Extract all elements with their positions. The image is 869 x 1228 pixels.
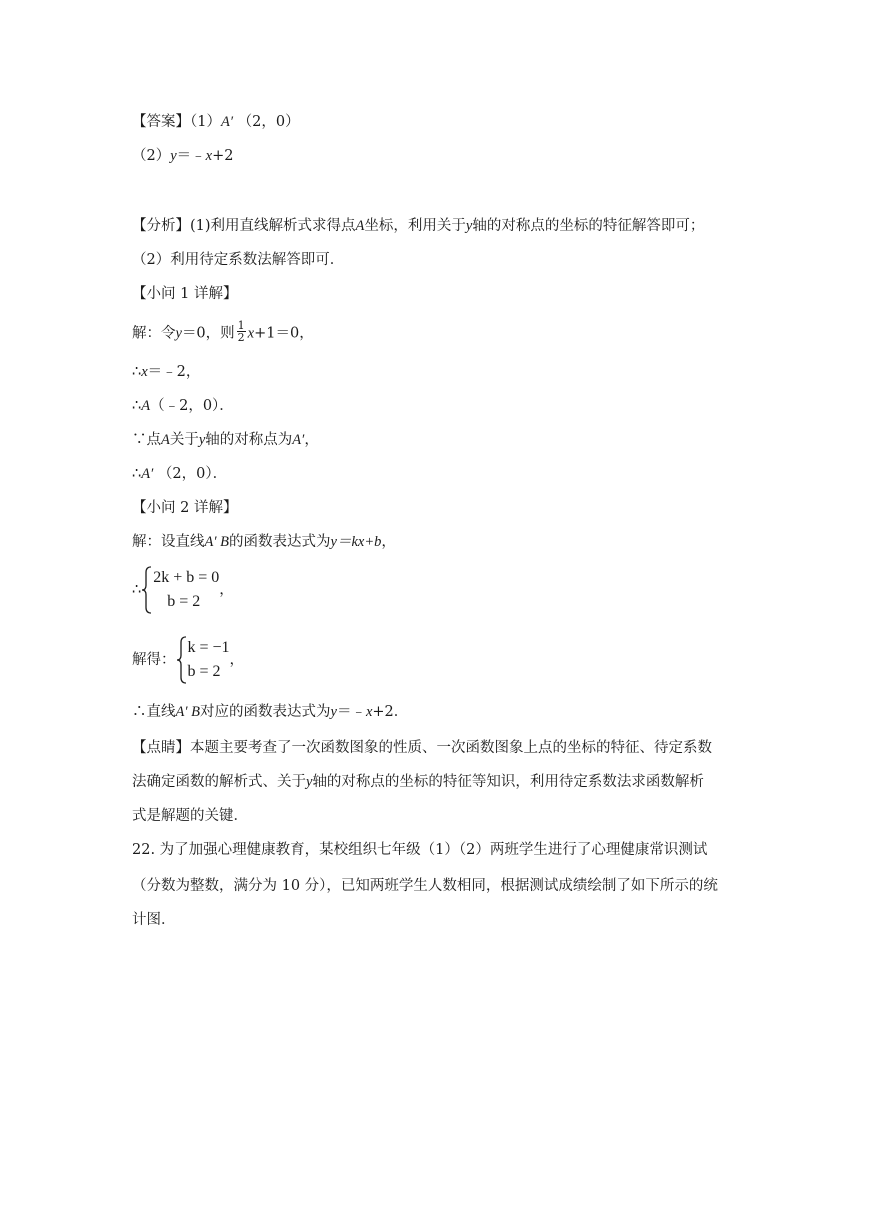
q1-title: 【小问 1 详解】 <box>132 286 238 302</box>
q1-line-2: ∴x＝﹣2， <box>132 364 201 380</box>
fraction-one-half: $\frac{1}{2}$ <box>237 319 245 344</box>
q2-line-1: 解：设直线A′ B的函数表达式为y＝kx+b， <box>132 534 396 550</box>
left-brace-icon <box>176 636 187 684</box>
q2-system-2: 解得： k = −1 b = 2 ， <box>132 636 244 684</box>
problem22-line-1: 22. 为了加强心理健康教育，某校组织七年级（1）（2）两班学生进行了心理健康常识测试 <box>132 842 708 858</box>
q2-system-1: ∴ 2k + b = 0 b = 2 ， <box>132 566 234 614</box>
answer-line-1: 【答案】（1）A′ （2，0） <box>132 114 300 130</box>
problem22-line-3: 计图． <box>132 912 176 928</box>
q1-line-4: ∵点A关于y轴的对称点为A′， <box>132 432 319 448</box>
analysis-line-2: （2）利用待定系数法解答即可． <box>132 252 345 268</box>
comment-line-3: 式是解题的关键． <box>132 808 248 824</box>
q2-line-4: ∴直线A′ B对应的函数表达式为y＝﹣x+2． <box>132 704 409 720</box>
q1-line-1: 解：令y＝0，则 $\frac{1}{2}$ x+1＝0， <box>132 319 314 344</box>
comment-line-2: 法确定函数的解析式、关于y轴的对称点的坐标的特征等知识，利用待定系数法求函数解析 <box>132 774 704 790</box>
q1-line-5: ∴A′ （2，0）． <box>132 466 228 482</box>
solution-system: k = −1 b = 2 <box>176 636 230 684</box>
left-brace-icon <box>141 566 152 614</box>
q1-line-3: ∴A（﹣2，0）． <box>132 398 234 414</box>
analysis-line-1: 【分析】(1)利用直线解析式求得点A坐标，利用关于y轴的对称点的坐标的特征解答即可； <box>132 218 705 234</box>
answer-line-2: （2）y＝﹣x+2 <box>132 148 234 164</box>
answer-label: 【答案】 <box>132 114 190 130</box>
comment-line-1: 【点睛】本题主要考查了一次函数图象的性质、一次函数图象上点的坐标的特征、待定系数 <box>132 740 712 756</box>
equation-system: 2k + b = 0 b = 2 <box>141 566 219 614</box>
q2-title: 【小问 2 详解】 <box>132 500 238 516</box>
problem22-line-2: （分数为整数，满分为 10 分），已知两班学生人数相同，根据测试成绩绘制了如下所示的统 <box>132 878 718 894</box>
